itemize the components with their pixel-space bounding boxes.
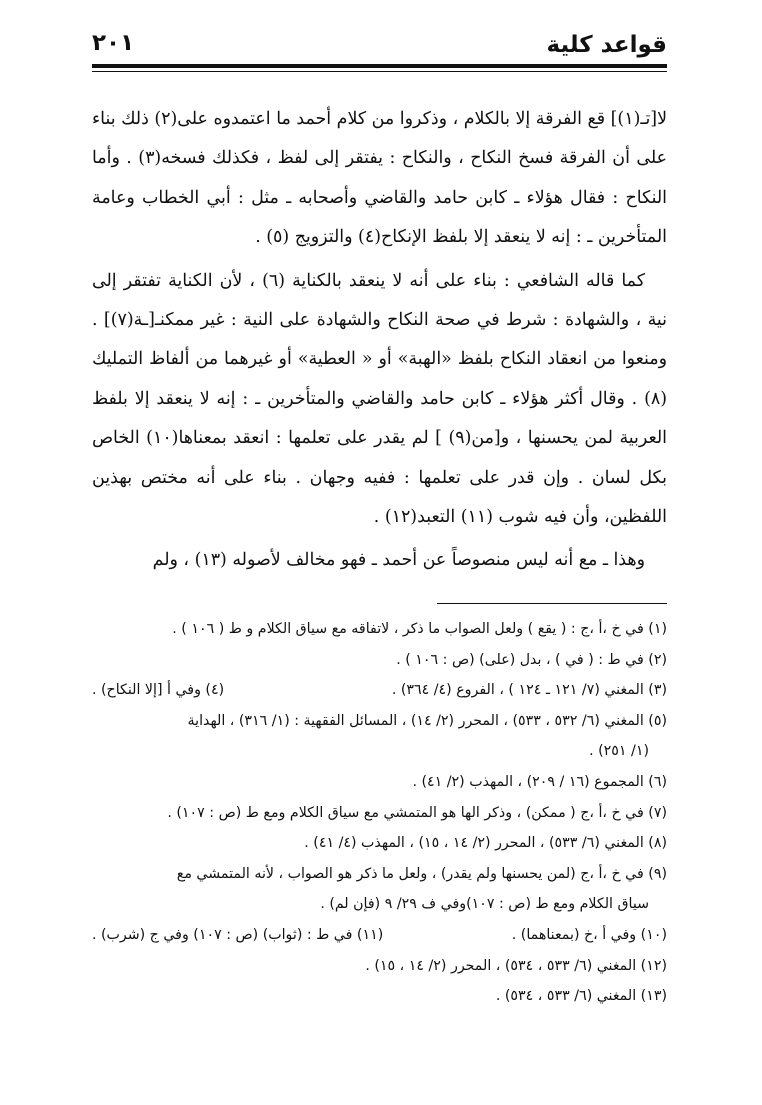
footnote-row-3-4 <box>92 675 667 706</box>
footnote-5 <box>92 706 667 767</box>
footnote-separator <box>437 603 667 604</box>
footnote-12: (١٢) المغني (٦/ ٥٣٣ ، ٥٣٤) ، المحرر (٢/ ١٤ ، ١٥) . <box>365 957 667 974</box>
footnote-9-line-1: (٩) في خ ،أ ،ج (لمن يحسنها ولم يقدر) ، ولعل ما ذكر هو الصواب ، لأنه المتمشي مع <box>176 865 667 882</box>
footnote-3: (٣) المغني (٧/ ١٢١ ـ ١٢٤ ) ، الفروع (٤/ ٣٦٤) . <box>391 682 667 699</box>
footnote-9 <box>92 859 667 920</box>
paragraph-1: لا[تـ(١)] قع الفرقة إلا بالكلام ، وذكروا من كلام أحمد ما اعتمدوه على(٢) ذلك بناء على أن الفرقة فسخ النكاح ، والنكاح : يفتقر إلى لفظ ، فكذلك فسخه(٣) . وأما النكاح : فقال هؤلاء ـ كابن حامد والقاضي وأصحابه ـ مثل : أبي الخطاب وعامة المتأخرين ـ : إنه لا ينعقد إلا بلفظ الإنكاح(٤) والتزويج (٥) . <box>92 109 667 248</box>
paragraph-2: كما قاله الشافعي : بناء على أنه لا ينعقد بالكناية (٦) ، لأن الكناية تفتقر إلى نية ، والشهادة : شرط في صحة النكاح والشهادة على النية : غير ممكنـ[ـة(٧)] . ومنعوا من انعقاد النكاح بلفظ «الهبة» أو « العطية» أو غيرهما من ألفاظ التمليك (٨) . وقال أكثر هؤلاء ـ كابن حامد والقاضي والمتأخرين ـ : إنه لا ينعقد إلا بلفظ العربية لمن يحسنها ، و[من(٩) ] لم يقدر على تعلمها : انعقد بمعناها(١٠) الخاص بكل لسان . وإن قدر على تعلمها : ففيه وجهان . بناء على أنه مختص بهذين اللفظين، وأن فيه شوب (١١) التعبد(١٢) . <box>92 270 667 528</box>
footnote-8: (٨) المغني (٦/ ٥٣٣) ، المحرر (٢/ ١٤ ، ١٥) ، المهذب (٤/ ٤١) . <box>304 835 667 852</box>
footnote-5-line-2: (١/ ٢٥١) . <box>589 743 649 760</box>
footnote-6: (٦) المجموع (١٦ / ٢٠٩) ، المهذب (٢/ ٤١) . <box>412 773 667 790</box>
footnote-2: (٢) في ط : ( في ) ، بدل (على) (ص : ١٠٦ ) . <box>396 651 667 668</box>
footnote-13: (١٣) المغني (٦/ ٥٣٣ ، ٥٣٤) . <box>495 988 667 1005</box>
page-number: ٢٠١ <box>92 30 135 56</box>
footnote-11: (١١) في ط : (ثواب) (ص : ١٠٧) وفي ج (شرب) . <box>92 926 384 943</box>
footnote-7: (٧) في خ ،أ ،ج ( ممكن) ، وذكر الها هو المتمشي مع سياق الكلام ومع ط (ص : ١٠٧) . <box>167 804 667 821</box>
footnote-4: (٤) وفي أ [إلا النكاح) . <box>92 682 225 699</box>
footnote-5-line-1: (٥) المغني (٦/ ٥٣٢ ، ٥٣٣) ، المحرر (٢/ ١٤) ، المسائل الفقهية : (١/ ٣١٦) ، الهداية <box>187 712 667 729</box>
footnote-10: (١٠) وفي أ ،خ (بمعناهما) . <box>511 926 667 943</box>
footnote-1: (١) في خ ،أ ،ج : ( يقع ) ولعل الصواب ما ذكر ، لاتفاقه مع سياق الكلام و ط ( ١٠٦ ) . <box>172 621 667 637</box>
footnote-9-line-2: سياق الكلام ومع ط (ص : ١٠٧)وفي ف ٢٩/ ٩ (فإن لم) . <box>320 896 649 913</box>
paragraph-3: وهذا ـ مع أنه ليس منصوصاً عن أحمد ـ فهو مخالف لأصوله (١٣) ، ولم <box>152 550 645 571</box>
running-title: قواعد كلية <box>546 32 667 58</box>
footnote-row-10-11 <box>92 920 667 951</box>
main-text <box>92 100 667 581</box>
page-header <box>92 30 667 62</box>
header-rule-thick <box>92 64 667 68</box>
header-rule-thin <box>92 71 667 72</box>
footnotes <box>92 614 667 1012</box>
